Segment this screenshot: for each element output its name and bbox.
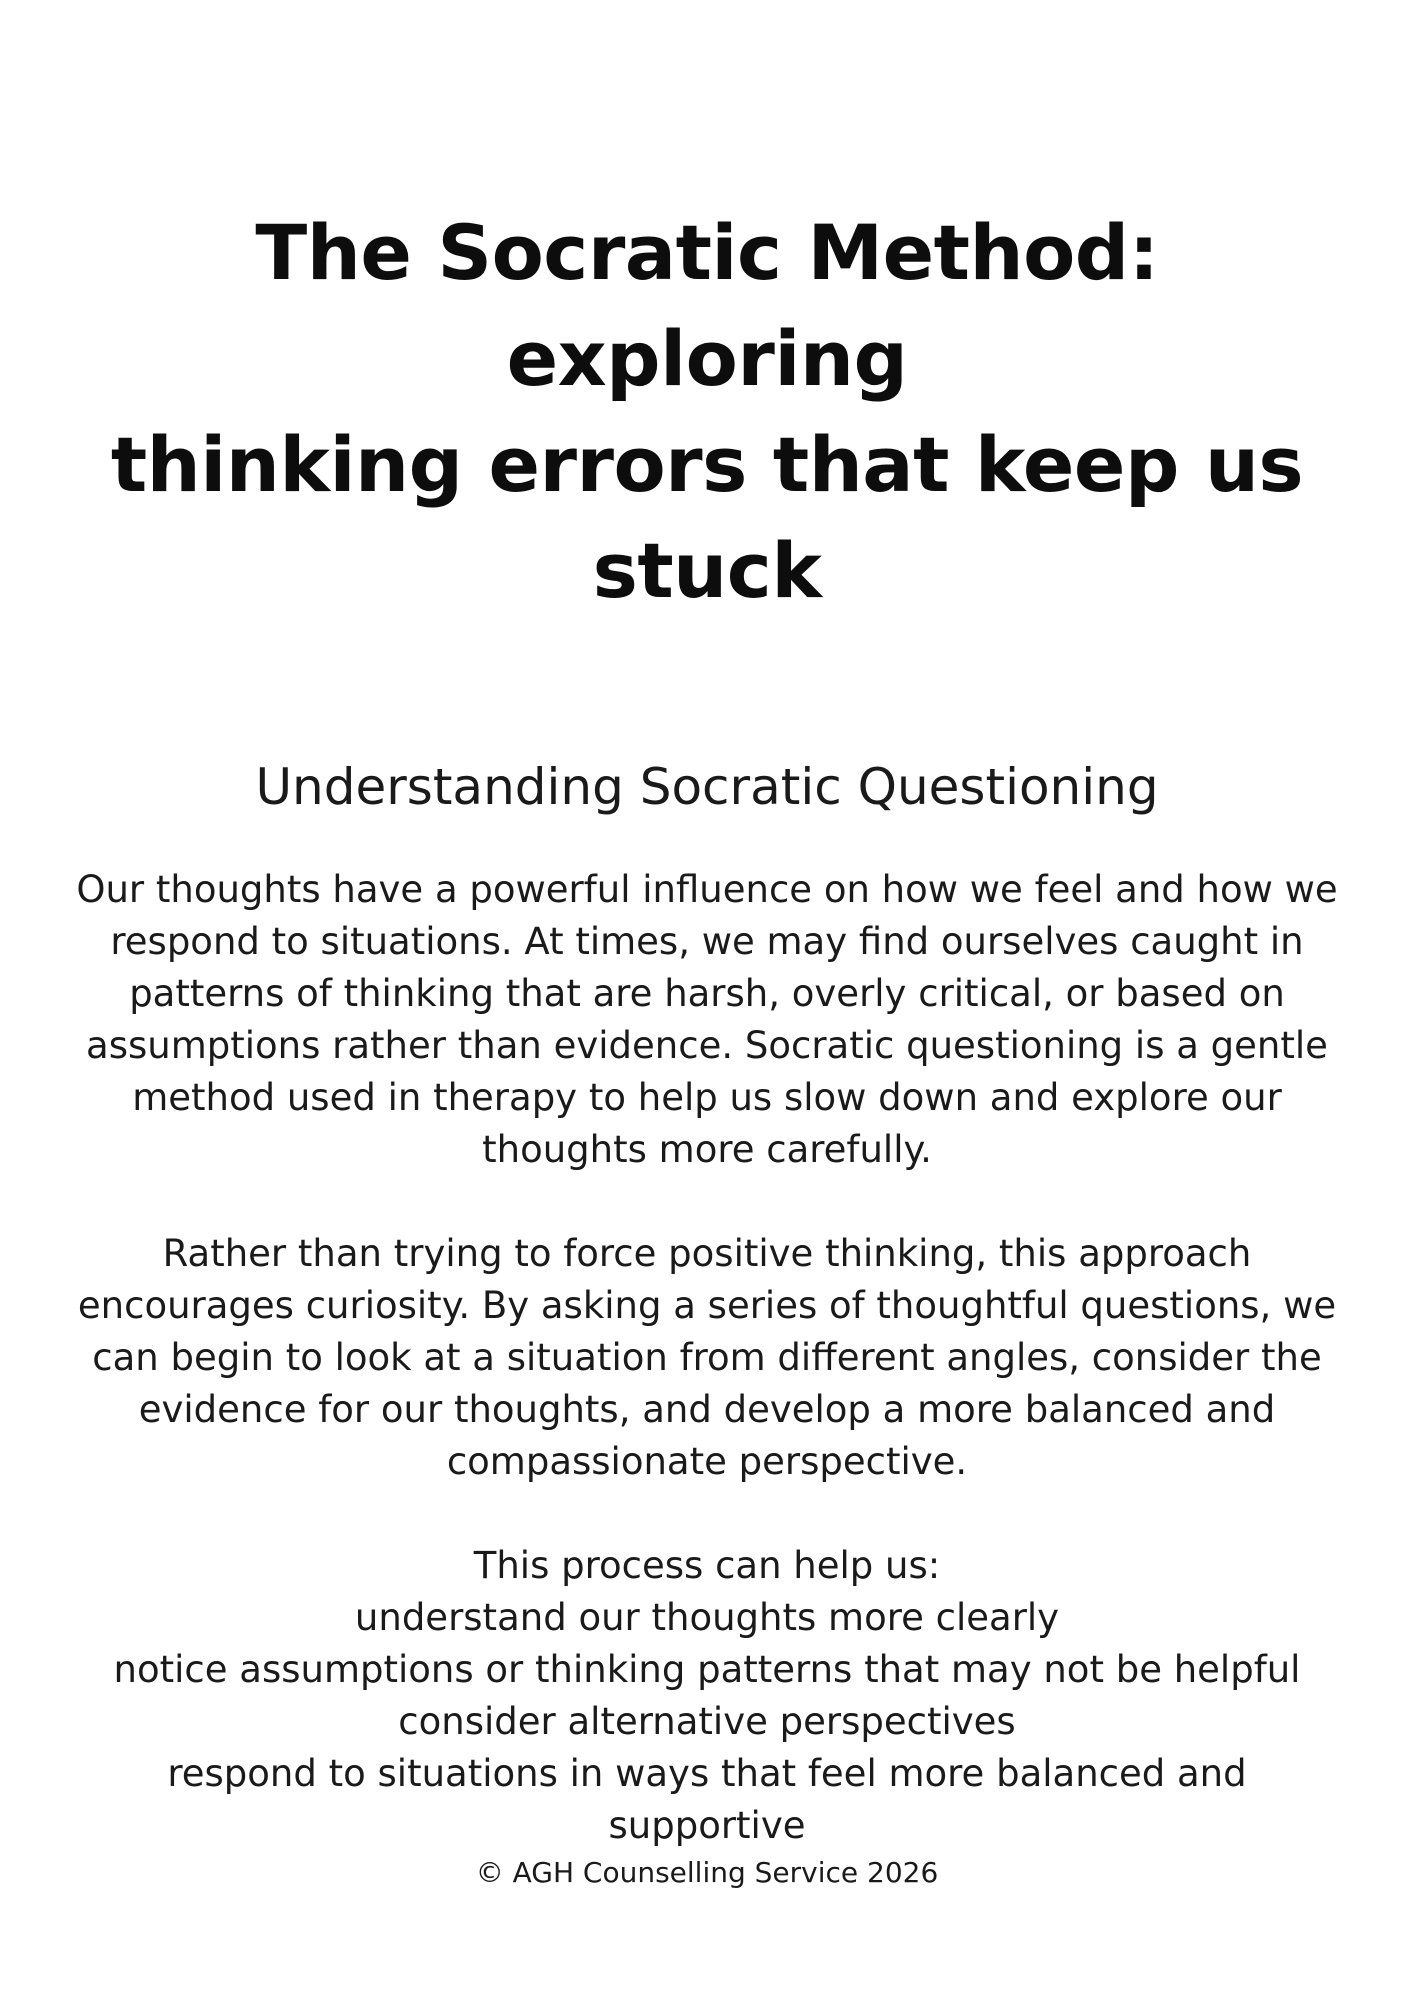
section-heading: Understanding Socratic Questioning <box>255 758 1159 816</box>
paragraph-line: can begin to look at a situation from different angles, consider the <box>92 1336 1322 1379</box>
page-title <box>70 0 1344 624</box>
paragraph-line: Rather than trying to force positive thinking, this approach <box>162 1232 1252 1275</box>
list-item: understand our thoughts more clearly <box>354 1596 1060 1639</box>
list-item: notice assumptions or thinking patterns that may not be helpful <box>113 1648 1301 1691</box>
title-line: The Socratic Method: exploring <box>255 208 1159 403</box>
paragraph-line: evidence for our thoughts, and develop a more balanced and <box>138 1388 1276 1431</box>
list-intro: This process can help us: <box>473 1544 941 1587</box>
intro-paragraph <box>70 864 1344 1176</box>
paragraph-line: respond to situations. At times, we may find ourselves caught in <box>110 920 1304 963</box>
paragraph-line: compassionate perspective. <box>446 1440 968 1483</box>
benefits-list <box>70 1540 1344 1852</box>
list-item: respond to situations in ways that feel more balanced and <box>167 1752 1247 1795</box>
title-line: stuck <box>592 526 822 615</box>
paragraph-line: patterns of thinking that are harsh, overly critical, or based on <box>129 972 1285 1015</box>
paragraph-line: Our thoughts have a powerful influence on how we feel and how we <box>76 868 1338 911</box>
paragraph-line: method used in therapy to help us slow down and explore our <box>132 1076 1282 1119</box>
list-item: consider alternative perspectives <box>398 1700 1016 1743</box>
approach-paragraph <box>70 1228 1344 1488</box>
list-item-continuation: supportive <box>608 1804 806 1847</box>
paragraph-line: encourages curiosity. By asking a series of thoughtful questions, we <box>77 1284 1337 1327</box>
title-line: thinking errors that keep us <box>110 420 1304 509</box>
paragraph-line: thoughts more carefully. <box>482 1128 932 1171</box>
copyright-footer: © AGH Counselling Service 2026 <box>475 1856 939 1889</box>
paragraph-line: assumptions rather than evidence. Socratic questioning is a gentle <box>86 1024 1328 1067</box>
